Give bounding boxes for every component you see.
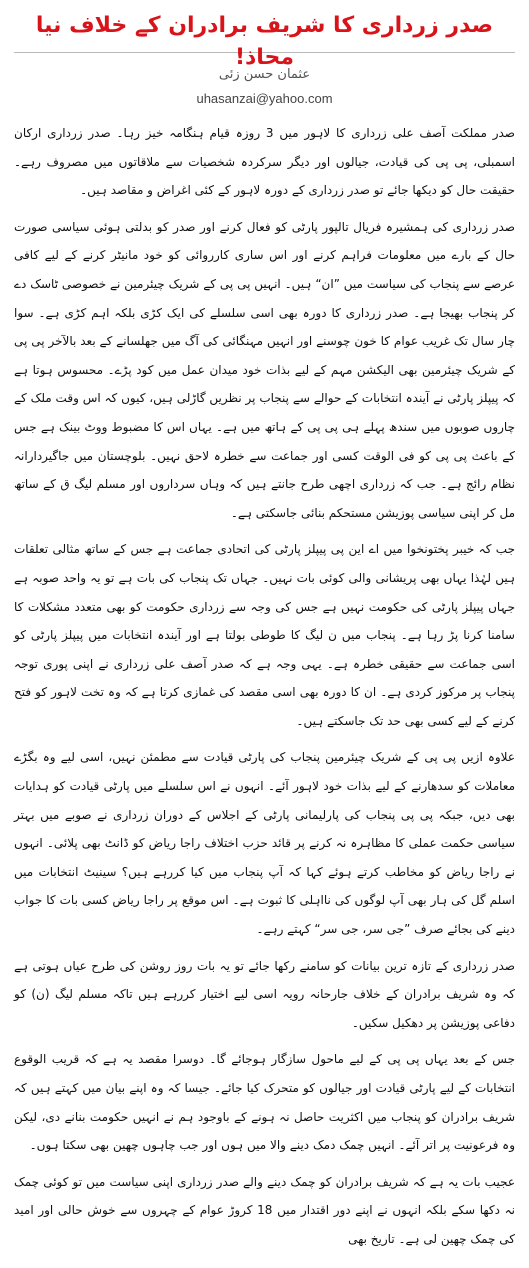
article-body — [14, 119, 515, 1254]
paragraph: صدر زرداری کی ہمشیرہ فریال تالپور پارٹی کو فعال کرنے اور صدر کو بدلتی ہوئی سیاسی صورت حال کے بارے میں معلومات فراہم کرنے اور اس ساری کارروائی کو خود مانیٹر کرنے کے لیے کافی عرصے سے پنجاب کی سیاست میں ”ان“ ہیں۔ انہیں پی پی کے شریک چیئرمین نے خصوصی ٹاسک دے کر پنجاب بھیجا ہے۔ صدر زرداری کا دورہ بھی اسی سلسلے کی ایک کڑی بلکہ اہم کڑی ہے۔ سوا چار سال تک غریب عوام کا خون چوسنے اور انہیں مہنگائی کی آگ میں جھلسانے کے بعد بالآخر پی پی کے شریک چیئرمین بھی الیکشن مہم کے لیے بذات خود میدان عمل میں کود پڑے۔ محسوس ہوتا ہے کہ پیپلز پارٹی نے آیندہ انتخابات کے حوالے سے پنجاب پر نظریں گاڑلی ہیں، کیوں کہ اس وقت ملک کے چاروں صوبوں میں سندھ پہلے ہی پی پی کے ہاتھ میں ہے۔ یہاں اس کا مضبوط ووٹ بینک ہے جس کے باعث پی پی کو فی الوقت کسی اور جماعت سے خطرہ لاحق نہیں۔ بلوچستان میں جاگیردارانہ نظام رائج ہے۔ جب کہ زرداری اچھی طرح جانتے ہیں کہ وہاں سرداروں اور مسلم لیگ ق کے ساتھ مل کر اپنی سیاسی پوزیشن مستحکم بنائی جاسکتی ہے۔ — [14, 219, 515, 520]
paragraph: صدر زرداری کے تازہ ترین بیانات کو سامنے رکھا جائے تو یہ بات روز روشن کی طرح عیاں ہوتی ہے کہ وہ شریف برادران کے خلاف جارحانہ رویہ اسی لیے اختیار کررہے ہیں تاکہ مسلم لیگ (ن) کو دفاعی پوزیشن پر دھکیل سکیں۔ — [14, 958, 515, 1030]
author-name: عثمان حسن زئی — [218, 67, 311, 82]
paragraph: عجیب بات یہ ہے کہ شریف برادران کو چمک دینے والے صدر زرداری اپنی سیاست میں تو کوئی چمک نہ دکھا سکے بلکہ انہوں نے اپنے دور اقتدار میں 18 کروڑ عوام کے چہروں سے خوش حالی اور امید کی چمک چھین لی ہے۔ تاریخ بھی — [14, 1174, 516, 1246]
author-email: uhasanzai@yahoo.com — [196, 91, 333, 106]
article-title: صدر زرداری کا شریف برادران کے خلاف نیا محاذ! — [35, 13, 494, 70]
paragraph: علاوہ ازیں پی پی کے شریک چیئرمین پنجاب کی پارٹی قیادت سے مطمئن نہیں، اسی لیے وہ بگڑے معاملات کو سدھارنے کے لیے بذات خود لاہور آئے۔ انہوں نے اس سلسلے میں پارٹی قیادت کو ہدایات بھی دیں، جبکہ پی پی پنجاب کی پارلیمانی پارٹی کے اجلاس کے دوران زرداری نے صوبے میں بہتر سیاسی حکمت عملی کا مظاہرہ نہ کرنے پر قائد حزب اختلاف راجا ریاض کو ڈانٹ بھی پلائی۔ انہوں نے راجا ریاض کو مخاطب کرتے ہوئے کہا کہ آپ پنجاب میں کیا کررہے ہیں؟ سینیٹ انتخابات میں اسلم گل کی ہار بھی آپ لوگوں کی نااہلی کا ثبوت ہے۔ اس موقع پر راجا ریاض کسی بات کا جواب دینے کی بجائے صرف ”جی سر، جی سر“ کہتے رہے۔ — [14, 750, 515, 937]
paragraph: جب کہ خیبر پختونخوا میں اے این پی پیپلز پارٹی کی اتحادی جماعت ہے جس کے ساتھ مثالی تعلقات ہیں لہٰذا یہاں بھی پریشانی والی کوئی بات نہیں۔ جہاں تک پنجاب کی بات ہے تو یہ واحد صوبہ ہے جہاں پیپلز پارٹی کی حکومت نہیں ہے جس کی وجہ سے زرداری حکومت کو بھی متعدد مشکلات کا سامنا کرنا پڑ رہا ہے۔ پنجاب میں ن لیگ کا طوطی بولتا ہے اور آیندہ انتخابات میں پیپلز پارٹی کو اسی جماعت سے حقیقی خطرہ ہے۔ یہی وجہ ہے کہ صدر آصف علی زرداری نے اپنی پوری توجہ پنجاب پر مرکوز کردی ہے۔ ان کا دورہ بھی اسی مقصد کی غمازی کرتا ہے کہ وہ تخت لاہور کو فتح کرنے کے لیے کسی بھی حد تک جاسکتے ہیں۔ — [14, 542, 515, 728]
paragraph: جس کے بعد یہاں پی پی کے لیے ماحول سازگار ہوجائے گا۔ دوسرا مقصد یہ ہے کہ قریب الوقوع انتخابات کے لیے پارٹی قیادت اور جیالوں کو متحرک کیا جائے۔ جیسا کہ وہ اپنے بیان میں کہتے ہیں کہ شریف برادران کو پنجاب میں اکثریت حاصل نہ ہونے کے باوجود ہم نے انہیں حکومت بنانے دی، لیکن وہ فرعونیت پر اتر آئے۔ انہیں چمک دمک دینے والا میں ہوں اور جب چاہوں چھین بھی سکتا ہوں۔ — [14, 1052, 515, 1153]
paragraph: صدر مملکت آصف علی زرداری کا لاہور میں 3 روزہ قیام ہنگامہ خیز رہا۔ صدر زرداری ارکان اسمبلی، پی پی کی قیادت، جیالوں اور دیگر سرکردہ شخصیات سے ملاقاتوں میں مصروف رہے۔ حقیقت حال کو دیکھا جائے تو صدر زرداری کے دورہ لاہور کے کئی اغراض و مقاصد ہیں۔ — [14, 126, 515, 198]
article-page — [0, 10, 529, 1268]
